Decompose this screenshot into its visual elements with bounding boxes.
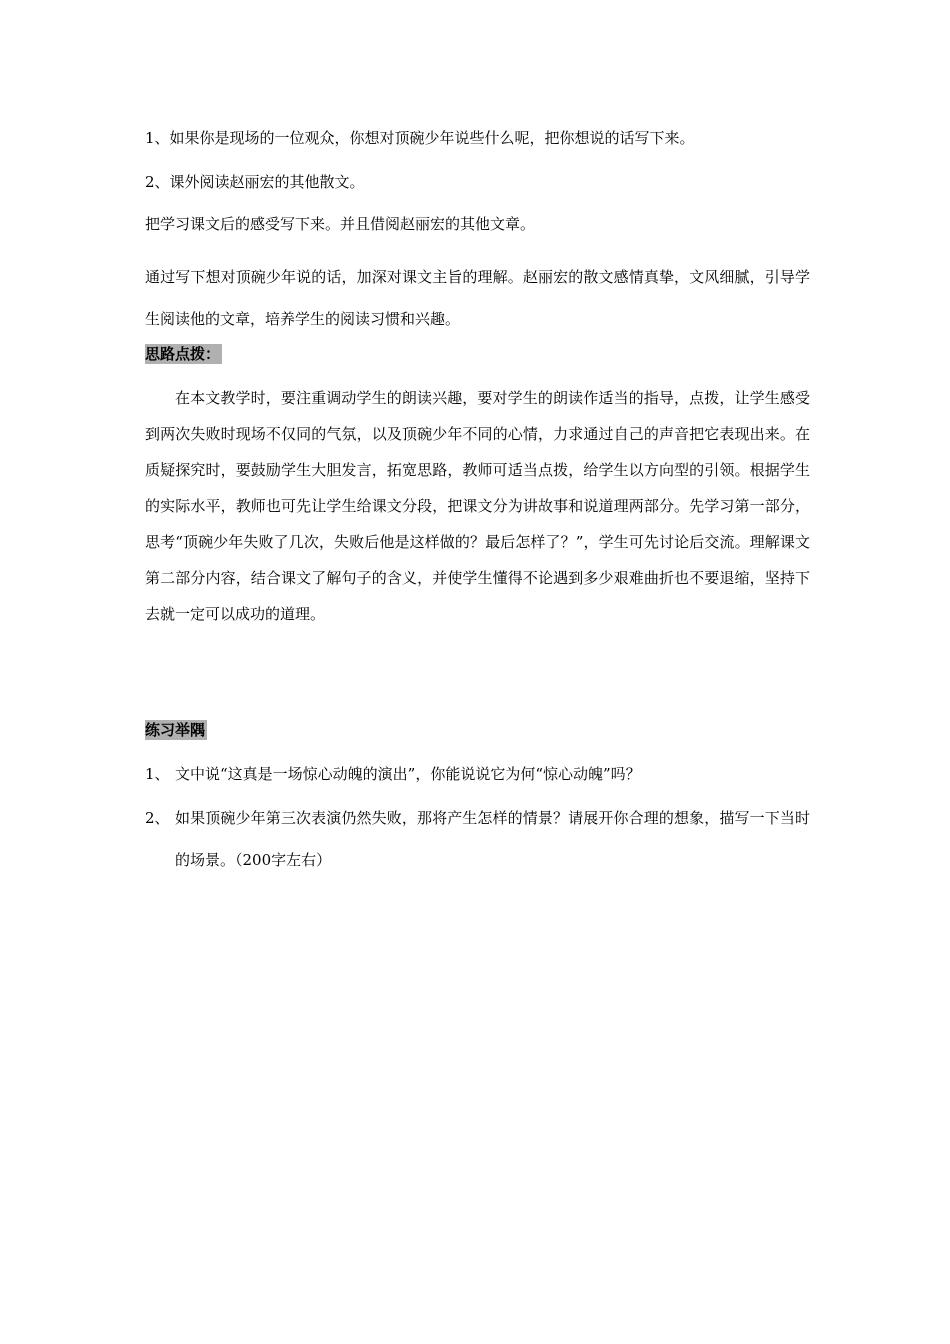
homework-line-4: 通过写下想对顶碗少年说的话，加深对课文主旨的理解。赵丽宏的散文感情真挚，文风细腻，引导学生阅读他的文章，培养学生的阅读习惯和兴趣。 xyxy=(145,268,810,328)
thinking-heading: 思路点拨： xyxy=(145,345,221,363)
practice-item-1 xyxy=(145,756,810,792)
practice-item-2-number: 2、 xyxy=(145,809,170,827)
practice-item-1-number: 1、 xyxy=(145,765,170,783)
practice-item-1-text: 文中说“这真是一场惊心动魄的演出”，你能说说它为何“惊心动魄”吗？ xyxy=(175,765,641,783)
practice-item-2 xyxy=(145,800,810,881)
homework-line-3: 把学习课文后的感受写下来。并且借阅赵丽宏的其他文章。 xyxy=(145,215,536,233)
practice-heading: 练习举隅 xyxy=(145,721,206,739)
homework-item-1: 1、如果你是现场的一位观众，你想对顶碗少年说些什么呢，把你想说的话写下来。 xyxy=(145,129,695,147)
homework-item-2: 2、课外阅读赵丽宏的其他散文。 xyxy=(145,173,365,191)
practice-item-2-text: 如果顶碗少年第三次表演仍然失败，那将产生怎样的情景？请展开你合理的想象，描写一下当时的场景。（200字左右） xyxy=(175,809,810,869)
thinking-paragraph: 在本文教学时，要注重调动学生的朗读兴趣，要对学生的朗读作适当的指导，点拨，让学生感受到两次失败时现场不仅同的气氛，以及顶碗少年不同的心情，力求通过自己的声音把它表现出来。在质疑探究时，要鼓励学生大胆发言，拓宽思路，教师可适当点拨，给学生以方向型的引领。根据学生的实际水平，教师也可先让学生给课文分段，把课文分为讲故事和说道理两部分。先学习第一部分，思考“顶碗少年失败了几次，失败后他是这样做的？最后怎样了？”，学生可先讨论后交流。理解课文第二部分内容，结合课文了解句子的含义，并使学生懂得不论遇到多少艰难曲折也不要退缩，坚持下去就一定可以成功的道理。 xyxy=(145,389,810,623)
